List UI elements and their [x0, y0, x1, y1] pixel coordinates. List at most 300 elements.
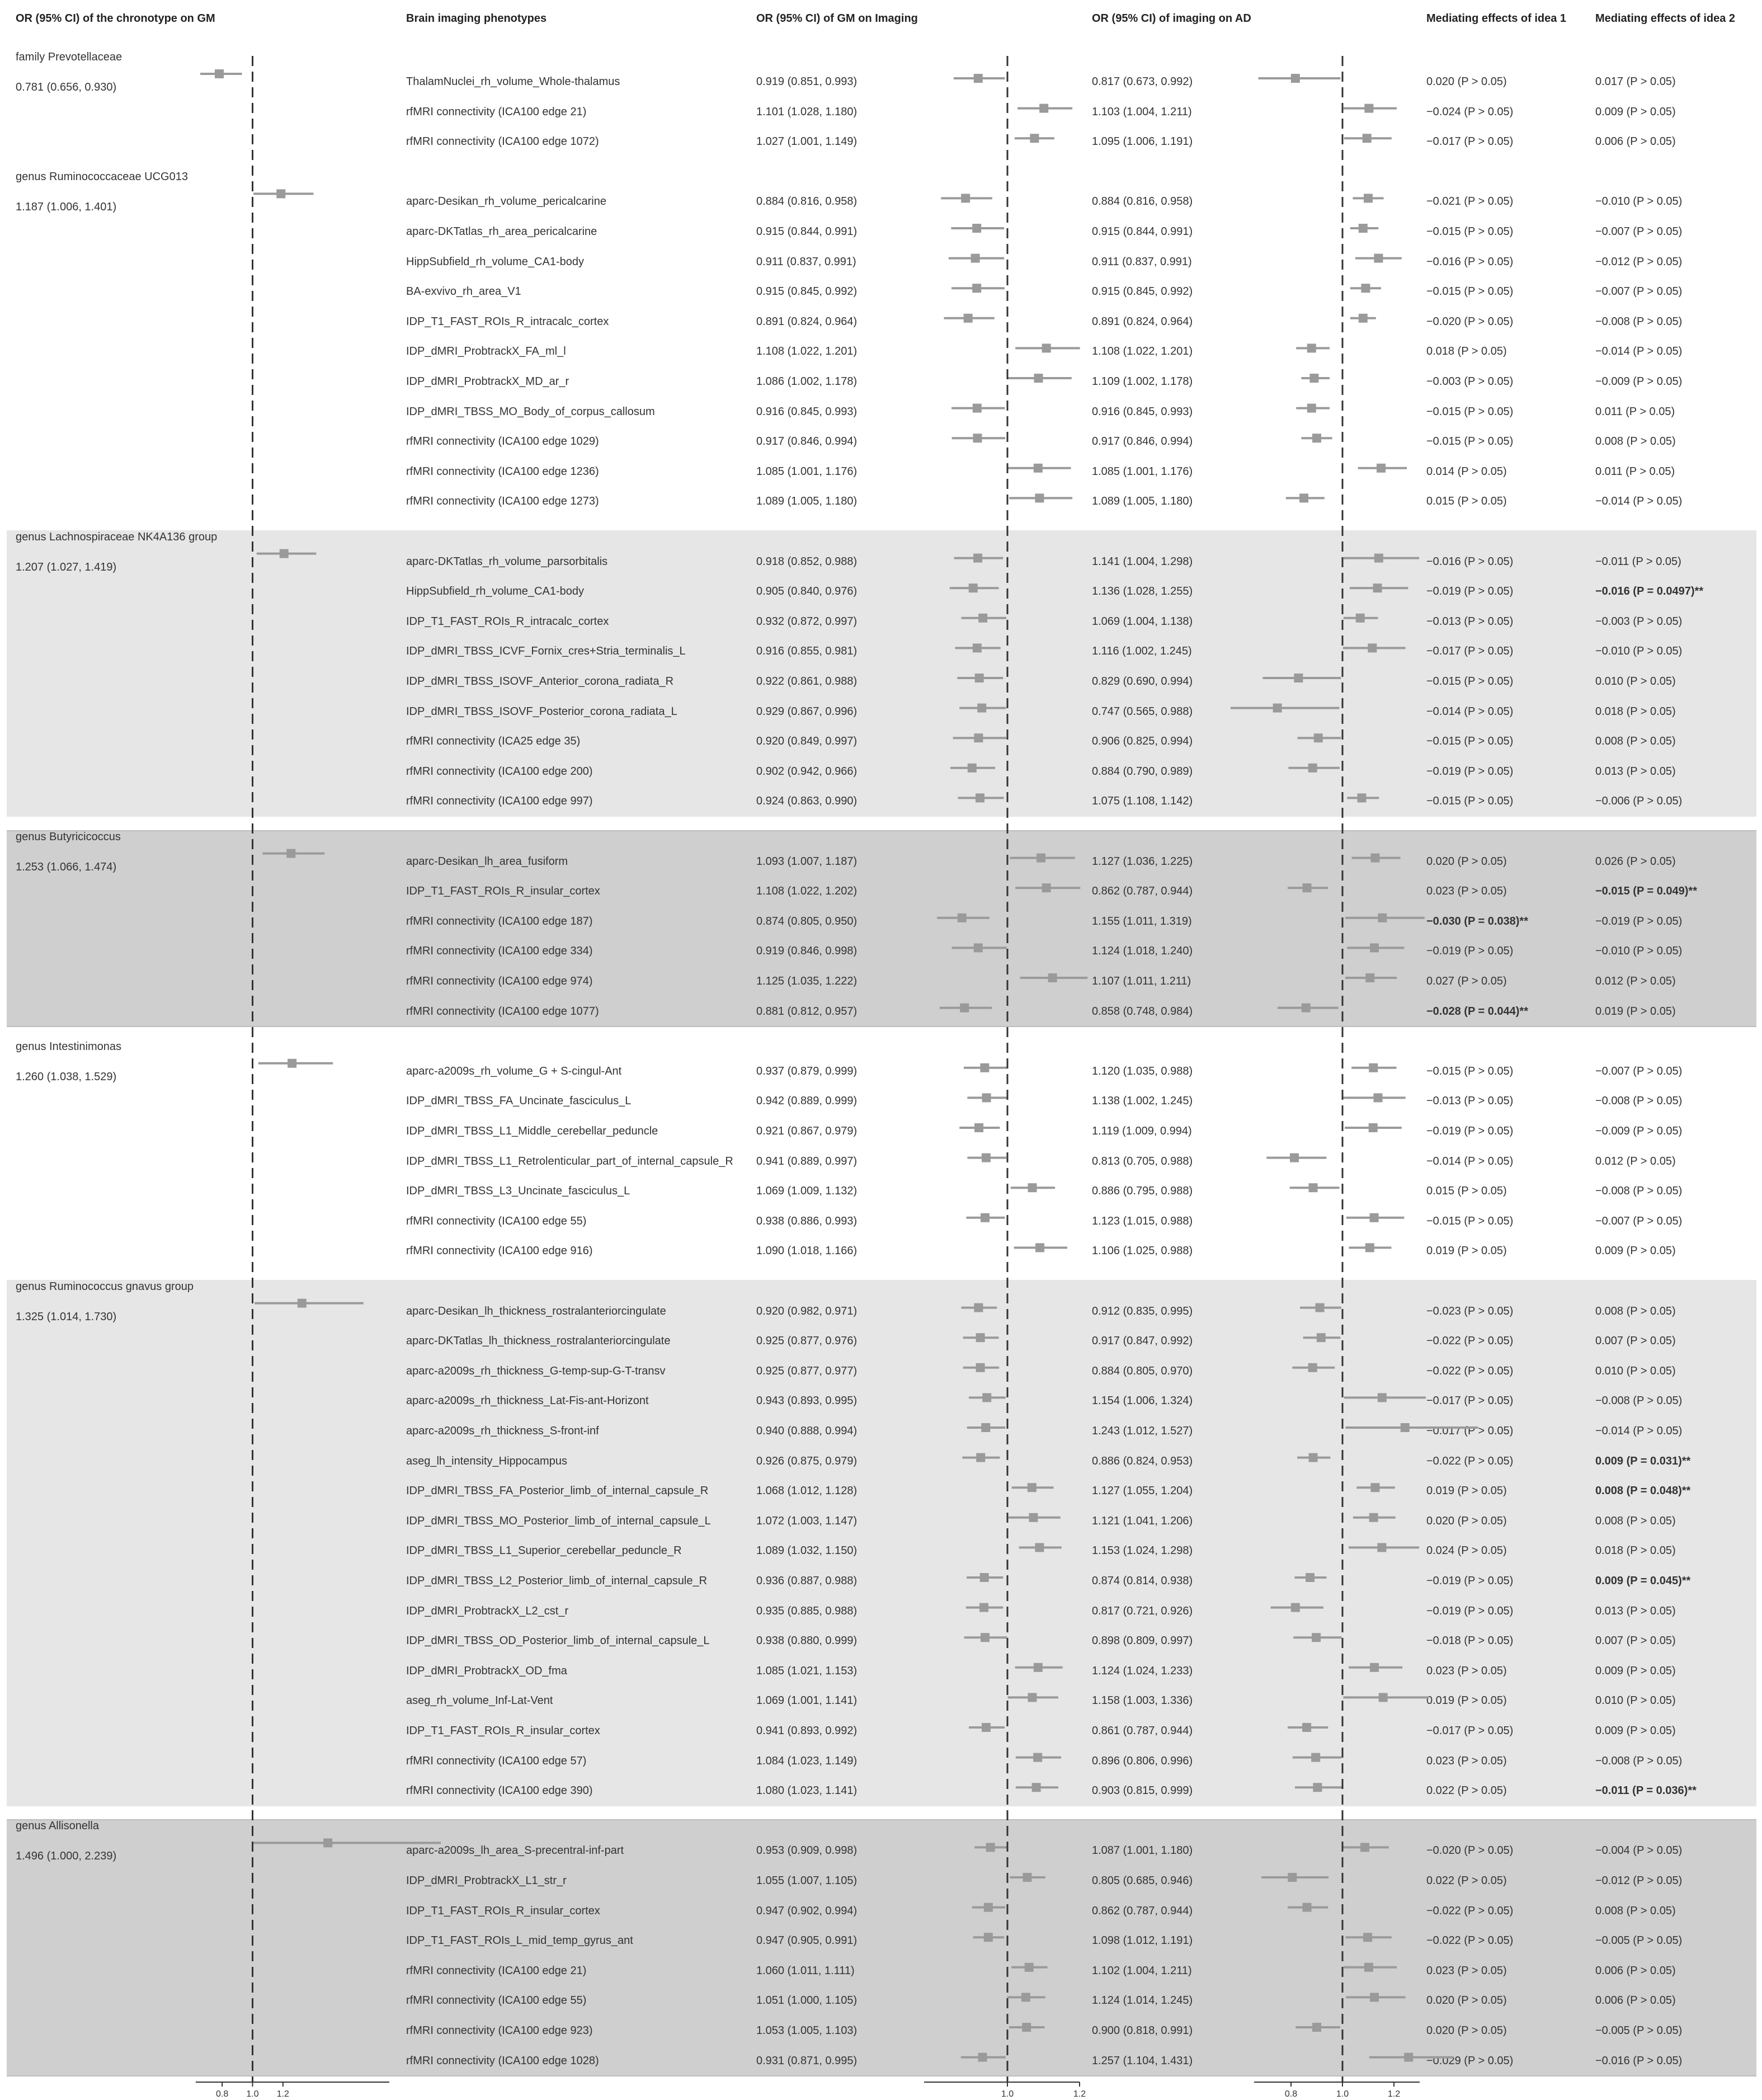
mediation-2-value: 0.008 (P > 0.05) — [1595, 1305, 1676, 1317]
imaging-or-value: 1.108 (1.022, 1.202) — [756, 885, 858, 898]
imaging-or-value: 0.947 (0.905, 0.991) — [756, 1934, 858, 1947]
ad-or-value: 0.862 (0.787, 0.944) — [1092, 885, 1193, 898]
mediation-1-value: −0.019 (P > 0.05) — [1426, 765, 1514, 778]
phenotype-label: IDP_dMRI_TBSS_ISOVF_Posterior_corona_radiata_L — [406, 705, 677, 718]
ad-or-value: 1.124 (1.014, 1.245) — [1092, 1994, 1193, 2007]
mediation-2-value: 0.012 (P > 0.05) — [1595, 975, 1676, 987]
mediation-2-value: −0.008 (P > 0.05) — [1595, 1754, 1683, 1767]
row-6-0-imaging-point — [974, 1843, 1006, 1852]
row-5-4-imaging-point-estimate — [981, 1423, 990, 1432]
mediation-1-value: −0.013 (P > 0.05) — [1426, 1095, 1514, 1108]
imaging-or-value: 1.089 (1.032, 1.150) — [756, 1545, 858, 1557]
ad-or-value: 1.095 (1.006, 1.191) — [1092, 135, 1193, 148]
mediation-1-value: −0.019 (P > 0.05) — [1426, 585, 1514, 598]
ad-or-value: 1.123 (1.015, 0.988) — [1092, 1214, 1193, 1227]
ad-or-value: 0.912 (0.835, 0.995) — [1092, 1305, 1193, 1317]
ad-or-value: 1.138 (1.002, 1.245) — [1092, 1095, 1193, 1108]
row-5-10-ad-point-estimate — [1291, 1603, 1300, 1612]
mediation-1-value: −0.015 (P > 0.05) — [1426, 225, 1514, 238]
row-4-2-imaging-point-estimate — [974, 1123, 983, 1132]
header-imaging-or: OR (95% CI) of GM on Imaging — [756, 12, 918, 25]
row-5-1-imaging-point — [963, 1333, 999, 1342]
mediation-2-value: −0.011 (P = 0.036)** — [1595, 1784, 1697, 1797]
row-3-4-ad-point-estimate — [1365, 973, 1374, 982]
row-1-8-ad-point — [1301, 434, 1332, 442]
mediation-1-value: 0.024 (P > 0.05) — [1426, 1545, 1507, 1557]
mediation-2-value: −0.007 (P > 0.05) — [1595, 285, 1683, 298]
ad-or-value: 1.124 (1.024, 1.233) — [1092, 1664, 1193, 1677]
imaging-or-value: 1.060 (1.011, 1.111) — [756, 1964, 855, 1977]
phenotype-label: rfMRI connectivity (ICA100 edge 1273) — [406, 495, 599, 508]
mediation-2-value: −0.008 (P > 0.05) — [1595, 315, 1683, 328]
mediation-1-value: −0.028 (P = 0.044)** — [1426, 1005, 1528, 1018]
row-1-1-ad-point-estimate — [1359, 224, 1368, 233]
row-4-5-ad-point — [1346, 1213, 1405, 1222]
row-5-11-imaging-point-estimate — [981, 1633, 990, 1642]
mediation-1-value: 0.023 (P > 0.05) — [1426, 885, 1507, 898]
row-5-0-ad-point-estimate — [1316, 1303, 1325, 1312]
row-4-4-ad-point-estimate — [1309, 1183, 1318, 1192]
mediation-1-value: −0.015 (P > 0.05) — [1426, 1065, 1514, 1077]
group-name: genus Lachnospiraceae NK4A136 group — [16, 530, 218, 543]
phenotype-label: rfMRI connectivity (ICA100 edge 55) — [406, 1994, 587, 2007]
imaging-or-value: 0.937 (0.879, 0.999) — [756, 1065, 858, 1077]
row-4-4-ad-point — [1290, 1183, 1340, 1192]
phenotype-label: IDP_dMRI_TBSS_FA_Uncinate_fasciculus_L — [406, 1095, 632, 1108]
row-1-4-ad-point-estimate — [1359, 314, 1368, 323]
imaging-or-value: 0.925 (0.877, 0.976) — [756, 1335, 858, 1348]
mediation-2-value: −0.008 (P > 0.05) — [1595, 1185, 1683, 1198]
ad-or-value: 0.915 (0.844, 0.991) — [1092, 225, 1193, 238]
mediation-1-value: 0.023 (P > 0.05) — [1426, 1754, 1507, 1767]
ad-or-value: 0.813 (0.705, 0.988) — [1092, 1155, 1193, 1167]
phenotype-label: rfMRI connectivity (ICA100 edge 1029) — [406, 435, 599, 448]
row-5-10-imaging-point — [966, 1603, 1003, 1612]
mediation-1-value: 0.019 (P > 0.05) — [1426, 1245, 1507, 1258]
row-5-5-imaging-point — [962, 1453, 1000, 1462]
row-4-6-ad-point-estimate — [1365, 1243, 1374, 1252]
row-3-0-imaging-point — [1010, 854, 1075, 863]
row-6-6-ad-point — [1295, 2023, 1340, 2032]
row-6-1-ad-point-estimate — [1288, 1873, 1297, 1882]
phenotype-label: rfMRI connectivity (ICA100 edge 390) — [406, 1784, 593, 1797]
ad-or-value: 1.124 (1.018, 1.240) — [1092, 945, 1193, 958]
row-4-4-imaging-point — [1011, 1183, 1055, 1192]
row-5-4-ad-point-estimate — [1401, 1423, 1410, 1432]
row-1-4-imaging-point-estimate — [964, 314, 973, 323]
row-4-1-imaging-point-estimate — [982, 1093, 991, 1102]
phenotype-label: IDP_dMRI_ProbtrackX_L2_cst_r — [406, 1604, 569, 1617]
row-1-6-imaging-point — [1008, 374, 1072, 383]
mediation-2-value: −0.008 (P > 0.05) — [1595, 1395, 1683, 1407]
row-5-13-ad-point — [1343, 1693, 1429, 1702]
ad-tick-label: 1.0 — [1336, 2089, 1349, 2099]
row-3-3-ad-point-estimate — [1370, 943, 1379, 952]
row-0-0-imaging-point-estimate — [974, 74, 983, 83]
mediation-1-value: −0.029 (P > 0.05) — [1426, 2054, 1514, 2067]
row-2-1-imaging-point — [950, 583, 999, 592]
phenotype-label: IDP_dMRI_TBSS_L3_Uncinate_fasciculus_L — [406, 1185, 630, 1198]
row-1-4-imaging-point — [944, 314, 994, 323]
row-0-2-ad-point — [1344, 134, 1392, 143]
mediation-2-value: −0.019 (P > 0.05) — [1595, 915, 1683, 927]
phenotype-label: IDP_dMRI_TBSS_L1_Retrolenticular_part_of_internal_capsule_R — [406, 1155, 733, 1167]
group-6-gm-point — [253, 1838, 441, 1847]
mediation-1-value: 0.020 (P > 0.05) — [1426, 76, 1507, 88]
mediation-1-value: 0.022 (P > 0.05) — [1426, 1875, 1507, 1887]
group-5-gm-point — [255, 1299, 364, 1308]
imaging-or-value: 1.090 (1.018, 1.166) — [756, 1245, 858, 1258]
row-4-2-imaging-point — [959, 1123, 1000, 1132]
row-6-6-ad-point-estimate — [1312, 2023, 1321, 2032]
imaging-or-value: 0.924 (0.863, 0.990) — [756, 795, 858, 808]
mediation-1-value: −0.015 (P > 0.05) — [1426, 795, 1514, 808]
imaging-or-value: 1.085 (1.001, 1.176) — [756, 465, 858, 478]
row-5-16-ad-point-estimate — [1313, 1783, 1322, 1792]
mediation-2-value: −0.005 (P > 0.05) — [1595, 2024, 1683, 2037]
mediation-1-value: −0.019 (P > 0.05) — [1426, 1604, 1514, 1617]
mediation-2-value: 0.009 (P > 0.05) — [1595, 1664, 1676, 1677]
mediation-1-value: 0.020 (P > 0.05) — [1426, 2024, 1507, 2037]
row-0-0-imaging-point — [954, 74, 1005, 83]
ad-or-value: 0.886 (0.824, 0.953) — [1092, 1454, 1193, 1467]
mediation-1-value: 0.023 (P > 0.05) — [1426, 1964, 1507, 1977]
row-2-8-ad-point — [1347, 793, 1379, 802]
row-3-2-ad-point-estimate — [1378, 914, 1387, 922]
row-5-3-imaging-point — [969, 1393, 1006, 1402]
mediation-1-value: 0.020 (P > 0.05) — [1426, 855, 1507, 868]
phenotype-label: IDP_T1_FAST_ROIs_L_mid_temp_gyrus_ant — [406, 1934, 633, 1947]
row-5-10-ad-point — [1271, 1603, 1323, 1612]
imaging-or-value: 0.941 (0.893, 0.992) — [756, 1725, 858, 1737]
imaging-or-value: 0.874 (0.805, 0.950) — [756, 915, 858, 927]
row-2-6-imaging-point — [953, 733, 1006, 742]
row-6-7-ad-point-estimate — [1404, 2053, 1413, 2062]
mediation-1-value: −0.017 (P > 0.05) — [1426, 1395, 1514, 1407]
group-or: 1.187 (1.006, 1.401) — [16, 201, 117, 214]
row-6-6-imaging-point — [1009, 2023, 1044, 2032]
ad-or-value: 1.085 (1.001, 1.176) — [1092, 465, 1193, 478]
phenotype-label: ThalamNuclei_rh_volume_Whole-thalamus — [406, 76, 620, 88]
ad-or-value: 0.898 (0.809, 0.997) — [1092, 1635, 1193, 1647]
row-2-5-imaging-point — [959, 704, 1006, 713]
row-3-5-ad-point-estimate — [1302, 1004, 1311, 1013]
mediation-2-value: 0.009 (P > 0.05) — [1595, 1245, 1676, 1258]
phenotype-label: IDP_dMRI_ProbtrackX_MD_ar_r — [406, 375, 569, 388]
row-5-11-imaging-point — [964, 1633, 1007, 1642]
mediation-1-value: −0.022 (P > 0.05) — [1426, 1934, 1514, 1947]
row-5-16-ad-point — [1295, 1783, 1342, 1792]
mediation-2-value: 0.007 (P > 0.05) — [1595, 1335, 1676, 1348]
imaging-or-value: 1.085 (1.021, 1.153) — [756, 1664, 858, 1677]
ad-or-value: 0.747 (0.565, 0.988) — [1092, 705, 1193, 718]
mediation-1-value: −0.022 (P > 0.05) — [1426, 1335, 1514, 1348]
row-5-5-ad-point — [1297, 1453, 1330, 1462]
phenotype-label: rfMRI connectivity (ICA100 edge 916) — [406, 1245, 593, 1258]
group-name: genus Ruminococcus gnavus group — [16, 1280, 194, 1293]
imaging-or-value: 0.936 (0.887, 0.988) — [756, 1575, 858, 1587]
row-0-2-imaging-point — [1015, 134, 1054, 143]
phenotype-label: IDP_dMRI_TBSS_L1_Middle_cerebellar_peduncle — [406, 1125, 658, 1137]
phenotype-label: aparc-a2009s_rh_thickness_G-temp-sup-G-T-transv — [406, 1364, 666, 1377]
imaging-or-value: 0.940 (0.888, 0.994) — [756, 1425, 858, 1437]
mediation-2-value: −0.012 (P > 0.05) — [1595, 1875, 1683, 1887]
mediation-2-value: −0.009 (P > 0.05) — [1595, 375, 1683, 388]
group-name: genus Allisonella — [16, 1820, 99, 1833]
row-1-6-imaging-point-estimate — [1034, 374, 1043, 383]
row-6-2-imaging-point-estimate — [984, 1903, 993, 1912]
row-3-4-imaging-point-estimate — [1048, 973, 1057, 982]
phenotype-label: IDP_T1_FAST_ROIs_R_intracalc_cortex — [406, 315, 609, 328]
row-2-7-imaging-point — [950, 764, 995, 773]
row-1-2-imaging-point — [949, 254, 1004, 263]
row-5-11-ad-point — [1293, 1633, 1341, 1642]
group-name: genus Butyricicoccus — [16, 830, 121, 843]
mediation-2-value: −0.014 (P > 0.05) — [1595, 1425, 1683, 1437]
row-3-4-ad-point — [1345, 973, 1397, 982]
ad-or-value: 0.903 (0.815, 0.999) — [1092, 1784, 1193, 1797]
group-or: 1.253 (1.066, 1.474) — [16, 860, 117, 873]
mediation-2-value: −0.004 (P > 0.05) — [1595, 1844, 1683, 1857]
ad-or-value: 1.136 (1.028, 1.255) — [1092, 585, 1193, 598]
group-6-gm-point-estimate — [323, 1838, 332, 1847]
group-or: 0.781 (0.656, 0.930) — [16, 81, 117, 93]
ad-or-value: 1.119 (1.009, 0.994) — [1092, 1125, 1192, 1137]
ad-or-value: 1.121 (1.041, 1.206) — [1092, 1514, 1193, 1527]
phenotype-label: IDP_dMRI_TBSS_MO_Body_of_corpus_callosum — [406, 405, 655, 418]
mediation-2-value: 0.010 (P > 0.05) — [1595, 1364, 1676, 1377]
phenotype-label: aparc-DKTatlas_rh_volume_parsorbitalis — [406, 555, 608, 568]
group-or: 1.496 (1.000, 2.239) — [16, 1850, 117, 1863]
imaging-or-value: 0.919 (0.846, 0.998) — [756, 945, 858, 958]
ad-or-value: 0.911 (0.837, 0.991) — [1092, 255, 1192, 268]
mediation-2-value: 0.008 (P > 0.05) — [1595, 735, 1676, 748]
mediation-2-value: 0.009 (P = 0.045)** — [1595, 1575, 1691, 1587]
row-5-6-imaging-point-estimate — [1028, 1483, 1037, 1492]
row-5-9-ad-point-estimate — [1306, 1573, 1315, 1582]
row-5-1-ad-point — [1303, 1333, 1341, 1342]
row-2-3-imaging-point — [955, 643, 1000, 652]
row-5-0-ad-point — [1300, 1303, 1341, 1312]
imaging-or-value: 1.055 (1.007, 1.105) — [756, 1875, 858, 1887]
row-5-12-ad-point — [1349, 1663, 1402, 1672]
mediation-2-value: −0.006 (P > 0.05) — [1595, 795, 1683, 808]
row-1-8-imaging-point — [952, 434, 1005, 442]
row-4-5-ad-point-estimate — [1370, 1213, 1379, 1222]
phenotype-label: IDP_T1_FAST_ROIs_R_insular_cortex — [406, 1904, 600, 1917]
imaging-or-value: 1.072 (1.003, 1.147) — [756, 1514, 858, 1527]
row-1-7-imaging-point — [951, 404, 1005, 413]
row-5-3-imaging-point-estimate — [982, 1393, 991, 1402]
phenotype-label: aparc-Desikan_lh_thickness_rostralanteriorcingulate — [406, 1305, 666, 1317]
row-2-2-ad-point-estimate — [1356, 614, 1365, 623]
mediation-2-value: 0.026 (P > 0.05) — [1595, 855, 1676, 868]
phenotype-label: rfMRI connectivity (ICA100 edge 923) — [406, 2024, 593, 2037]
imaging-or-value: 0.926 (0.875, 0.979) — [756, 1454, 858, 1467]
ad-or-value: 1.069 (1.004, 1.138) — [1092, 615, 1193, 628]
row-3-0-imaging-point-estimate — [1037, 854, 1045, 863]
row-5-8-imaging-point-estimate — [1035, 1543, 1044, 1552]
phenotype-label: IDP_dMRI_ProbtrackX_OD_fma — [406, 1664, 567, 1677]
mediation-1-value: −0.015 (P > 0.05) — [1426, 405, 1514, 418]
row-0-1-imaging-point — [1017, 104, 1072, 113]
row-6-1-imaging-point — [1010, 1873, 1045, 1882]
row-5-7-ad-point-estimate — [1369, 1513, 1378, 1522]
mediation-2-value: −0.015 (P = 0.049)** — [1595, 885, 1697, 898]
row-5-15-imaging-point — [1016, 1753, 1061, 1762]
group-name: family Prevotellaceae — [16, 51, 123, 63]
row-2-6-ad-point — [1298, 733, 1341, 742]
phenotype-label: aseg_lh_intensity_Hippocampus — [406, 1454, 567, 1467]
phenotype-label: rfMRI connectivity (ICA100 edge 1072) — [406, 135, 599, 148]
row-4-6-ad-point — [1349, 1243, 1392, 1252]
mediation-1-value: −0.015 (P > 0.05) — [1426, 1214, 1514, 1227]
group-or: 1.260 (1.038, 1.529) — [16, 1070, 117, 1083]
row-3-3-imaging-point — [952, 943, 1007, 952]
mediation-2-value: −0.008 (P > 0.05) — [1595, 1095, 1683, 1108]
phenotype-label: rfMRI connectivity (ICA100 edge 55) — [406, 1214, 587, 1227]
row-2-2-imaging-point-estimate — [978, 614, 987, 623]
header-phenotype: Brain imaging phenotypes — [406, 12, 547, 25]
row-5-10-imaging-point-estimate — [979, 1603, 988, 1612]
phenotype-label: aparc-a2009s_rh_thickness_S-front-inf — [406, 1425, 599, 1437]
phenotype-label: aparc-a2009s_rh_thickness_Lat-Fis-ant-Horizont — [406, 1395, 649, 1407]
row-5-14-imaging-point — [969, 1723, 1005, 1732]
row-0-1-ad-point — [1344, 104, 1397, 113]
row-2-8-ad-point-estimate — [1358, 793, 1367, 802]
row-3-0-ad-point — [1352, 854, 1401, 863]
phenotype-label: aparc-a2009s_lh_area_S-precentral-inf-part — [406, 1844, 624, 1857]
row-5-1-imaging-point-estimate — [976, 1333, 985, 1342]
row-1-6-ad-point-estimate — [1309, 374, 1318, 383]
row-6-6-imaging-point-estimate — [1022, 2023, 1031, 2032]
mediation-2-value: 0.012 (P > 0.05) — [1595, 1155, 1676, 1167]
ad-or-value: 1.089 (1.005, 1.180) — [1092, 495, 1193, 508]
row-2-7-ad-point — [1288, 764, 1340, 773]
row-5-8-imaging-point — [1019, 1543, 1062, 1552]
row-1-5-ad-point-estimate — [1307, 343, 1316, 352]
mediation-1-value: −0.017 (P > 0.05) — [1426, 1425, 1514, 1437]
row-6-2-ad-point — [1288, 1903, 1328, 1912]
imaging-or-value: 0.916 (0.845, 0.993) — [756, 405, 858, 418]
ad-or-value: 0.884 (0.805, 0.970) — [1092, 1364, 1193, 1377]
row-6-4-imaging-point-estimate — [1025, 1963, 1034, 1972]
group-2-gm-point-estimate — [280, 549, 289, 558]
gm-tick-label: 0.8 — [216, 2089, 229, 2099]
imaging-or-value: 1.068 (1.012, 1.128) — [756, 1485, 858, 1498]
row-6-4-imaging-point — [1011, 1963, 1048, 1972]
phenotype-label: aseg_rh_volume_Inf-Lat-Vent — [406, 1694, 553, 1707]
group-2-gm-point — [257, 549, 316, 558]
row-2-4-ad-point-estimate — [1294, 674, 1303, 682]
imaging-or-value: 0.943 (0.893, 0.995) — [756, 1395, 858, 1407]
imaging-or-value: 0.911 (0.837, 0.991) — [756, 255, 856, 268]
row-1-10-imaging-point — [1009, 493, 1072, 502]
imaging-or-value: 0.942 (0.889, 0.999) — [756, 1095, 858, 1108]
imaging-or-value: 1.069 (1.001, 1.141) — [756, 1694, 858, 1707]
row-6-4-ad-point-estimate — [1364, 1963, 1373, 1972]
mediation-1-value: −0.018 (P > 0.05) — [1426, 1635, 1514, 1647]
phenotype-label: IDP_T1_FAST_ROIs_R_insular_cortex — [406, 885, 600, 898]
imaging-or-value: 0.922 (0.861, 0.988) — [756, 675, 858, 688]
imaging-or-value: 0.938 (0.886, 0.993) — [756, 1214, 858, 1227]
row-5-2-imaging-point-estimate — [976, 1363, 985, 1372]
row-1-0-ad-point-estimate — [1364, 194, 1373, 203]
mediation-1-value: −0.014 (P > 0.05) — [1426, 705, 1514, 718]
row-6-3-ad-point-estimate — [1363, 1933, 1372, 1942]
ad-or-value: 1.102 (1.004, 1.211) — [1092, 1964, 1192, 1977]
ad-or-value: 1.120 (1.035, 0.988) — [1092, 1065, 1193, 1077]
row-3-0-ad-point-estimate — [1370, 854, 1379, 863]
mediation-2-value: −0.016 (P > 0.05) — [1595, 2054, 1683, 2067]
row-2-5-ad-point-estimate — [1273, 704, 1282, 713]
row-4-2-ad-point — [1345, 1123, 1402, 1132]
row-4-3-imaging-point — [967, 1153, 1006, 1162]
row-4-1-ad-point — [1343, 1093, 1406, 1102]
row-2-4-imaging-point-estimate — [975, 674, 984, 682]
ad-or-value: 1.109 (1.002, 1.178) — [1092, 375, 1193, 388]
phenotype-label: IDP_dMRI_TBSS_FA_Posterior_limb_of_internal_capsule_R — [406, 1485, 709, 1498]
row-2-2-imaging-point — [961, 614, 1006, 623]
row-2-2-ad-point — [1344, 614, 1378, 623]
ad-or-value: 0.862 (0.787, 0.944) — [1092, 1904, 1193, 1917]
ad-or-value: 1.106 (1.025, 0.988) — [1092, 1245, 1193, 1258]
row-5-13-ad-point-estimate — [1379, 1693, 1388, 1702]
row-5-15-ad-point-estimate — [1311, 1753, 1320, 1762]
phenotype-label: HippSubfield_rh_volume_CA1-body — [406, 585, 584, 598]
row-5-7-ad-point — [1353, 1513, 1396, 1522]
mediation-2-value: −0.005 (P > 0.05) — [1595, 1934, 1683, 1947]
mediation-1-value: 0.027 (P > 0.05) — [1426, 975, 1507, 987]
mediation-2-value: 0.008 (P > 0.05) — [1595, 1904, 1676, 1917]
row-2-6-ad-point-estimate — [1314, 733, 1323, 742]
phenotype-label: rfMRI connectivity (ICA100 edge 21) — [406, 105, 587, 118]
phenotype-label: IDP_dMRI_ProbtrackX_L1_str_r — [406, 1875, 567, 1887]
mediation-1-value: −0.014 (P > 0.05) — [1426, 1155, 1514, 1167]
imaging-or-value: 0.925 (0.877, 0.977) — [756, 1364, 858, 1377]
row-5-12-imaging-point — [1015, 1663, 1063, 1672]
row-5-16-imaging-point — [1016, 1783, 1058, 1792]
row-6-5-ad-point-estimate — [1370, 1993, 1379, 2002]
gm-tick-label: 1.2 — [276, 2089, 289, 2099]
row-2-3-ad-point-estimate — [1368, 643, 1377, 652]
imaging-or-value: 0.891 (0.824, 0.964) — [756, 315, 858, 328]
imaging-or-value: 0.915 (0.844, 0.991) — [756, 225, 858, 238]
row-1-2-ad-point-estimate — [1374, 254, 1383, 263]
row-3-4-imaging-point — [1020, 973, 1088, 982]
row-1-6-ad-point — [1301, 374, 1330, 383]
row-1-0-imaging-point — [941, 194, 992, 203]
row-4-3-ad-point-estimate — [1290, 1153, 1299, 1162]
ad-or-value: 0.858 (0.748, 0.984) — [1092, 1005, 1193, 1018]
row-1-10-imaging-point-estimate — [1035, 493, 1044, 502]
row-6-3-imaging-point-estimate — [984, 1933, 993, 1942]
mediation-1-value: −0.019 (P > 0.05) — [1426, 1125, 1514, 1137]
row-6-1-ad-point — [1261, 1873, 1328, 1882]
ad-tick-label: 0.8 — [1284, 2089, 1298, 2099]
ad-or-value: 0.874 (0.814, 0.938) — [1092, 1575, 1193, 1587]
row-5-7-imaging-point-estimate — [1029, 1513, 1038, 1522]
row-5-9-imaging-point — [967, 1573, 1003, 1582]
row-3-1-imaging-point — [1015, 883, 1080, 892]
mediation-1-value: −0.013 (P > 0.05) — [1426, 615, 1514, 628]
row-0-1-imaging-point-estimate — [1039, 104, 1048, 113]
ad-or-value: 1.243 (1.012, 1.527) — [1092, 1425, 1193, 1437]
row-4-2-ad-point-estimate — [1369, 1123, 1378, 1132]
row-2-0-ad-point-estimate — [1374, 554, 1383, 563]
mediation-2-value: 0.006 (P > 0.05) — [1595, 135, 1676, 148]
mediation-2-value: −0.007 (P > 0.05) — [1595, 1214, 1683, 1227]
